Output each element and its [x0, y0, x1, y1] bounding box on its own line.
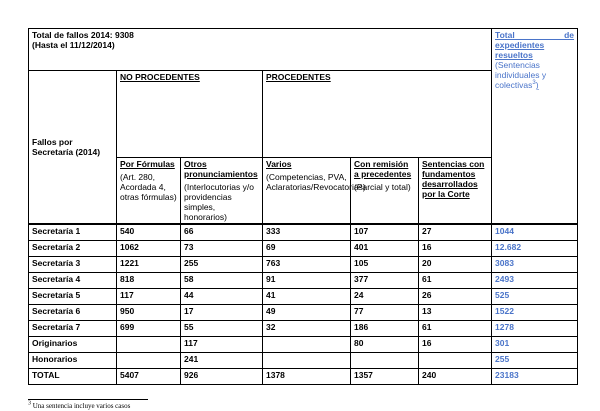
- cell-label: Secretaría 1: [29, 224, 117, 241]
- cell-sentencias: 27: [419, 224, 492, 241]
- footnote-rule: [28, 399, 148, 400]
- cell-sentencias: 20: [419, 257, 492, 273]
- cell-varios: 41: [263, 289, 351, 305]
- table-row: [29, 305, 578, 321]
- cell-otros: 255: [181, 257, 263, 273]
- cell-formulas: 950: [117, 305, 181, 321]
- cell-total: 301: [492, 337, 578, 353]
- table-title: Total de fallos 2014: 9308: [32, 30, 134, 40]
- cell-otros: 17: [181, 305, 263, 321]
- cell-label: Secretaría 3: [29, 257, 117, 273]
- cell-label: Honorarios: [29, 353, 117, 369]
- table-row: [29, 337, 578, 353]
- table-row: [29, 353, 578, 369]
- cell-formulas: 540: [117, 224, 181, 241]
- cell-remision: [351, 353, 419, 369]
- table-row: [29, 257, 578, 273]
- cell-varios: 32: [263, 321, 351, 337]
- cell-remision: 80: [351, 337, 419, 353]
- cell-label: Secretaría 4: [29, 273, 117, 289]
- por-formulas-header: Por Fórmulas (Art. 280, Acordada 4, otras fórmulas): [117, 158, 181, 225]
- fallos-label: Fallos por Secretaría (2014): [29, 71, 117, 225]
- table-row: [29, 369, 578, 385]
- cell-label: TOTAL: [29, 369, 117, 385]
- table-row: [29, 224, 578, 241]
- cell-remision: 377: [351, 273, 419, 289]
- cell-sentencias: 240: [419, 369, 492, 385]
- cell-sentencias: 61: [419, 321, 492, 337]
- cell-remision: 77: [351, 305, 419, 321]
- remision-header: Con remisión a precedentes (Parcial y total): [351, 158, 419, 225]
- varios-header: Varios (Competencias, PVA, Aclaratorias/Revocatorias): [263, 158, 351, 225]
- table-row: [29, 321, 578, 337]
- cell-total: 1278: [492, 321, 578, 337]
- cell-remision: 107: [351, 224, 419, 241]
- table-subtitle: (Hasta el 11/12/2014): [32, 40, 115, 50]
- cell-remision: 105: [351, 257, 419, 273]
- otros-header: Otros pronunciamientos (Interlocutorias y/o providencias simples, honorarios): [181, 158, 263, 225]
- cell-formulas: 5407: [117, 369, 181, 385]
- cell-label: Secretaría 2: [29, 241, 117, 257]
- cell-formulas: 1062: [117, 241, 181, 257]
- cell-remision: 186: [351, 321, 419, 337]
- cell-total: 23183: [492, 369, 578, 385]
- cell-remision: 401: [351, 241, 419, 257]
- expedientes-header: [492, 29, 578, 225]
- cell-formulas: 818: [117, 273, 181, 289]
- cell-sentencias: 26: [419, 289, 492, 305]
- cell-total: 2493: [492, 273, 578, 289]
- table-row: [29, 241, 578, 257]
- cell-total: 1044: [492, 224, 578, 241]
- cell-varios: 69: [263, 241, 351, 257]
- table-title-cell: [29, 29, 492, 71]
- cell-label: Secretaría 6: [29, 305, 117, 321]
- cell-sentencias: 16: [419, 241, 492, 257]
- cell-varios: [263, 337, 351, 353]
- cell-sentencias: 61: [419, 273, 492, 289]
- cell-otros: 58: [181, 273, 263, 289]
- cell-otros: 926: [181, 369, 263, 385]
- cell-remision: 24: [351, 289, 419, 305]
- cell-otros: 44: [181, 289, 263, 305]
- cell-otros: 55: [181, 321, 263, 337]
- cell-total: 1522: [492, 305, 578, 321]
- expedientes-subtitle: (Sentencias individuales y colectivas$^3$): [495, 60, 547, 90]
- sentencias-header: Sentencias con fundamentos desarrollados por la Corte: [419, 158, 492, 225]
- cell-total: 12.682: [492, 241, 578, 257]
- cell-varios: 333: [263, 224, 351, 241]
- cell-otros: 117: [181, 337, 263, 353]
- cell-varios: 763: [263, 257, 351, 273]
- cell-formulas: [117, 337, 181, 353]
- cell-varios: [263, 353, 351, 369]
- cell-total: 3083: [492, 257, 578, 273]
- cell-formulas: 117: [117, 289, 181, 305]
- cell-formulas: 1221: [117, 257, 181, 273]
- cell-total: 525: [492, 289, 578, 305]
- cell-sentencias: 16: [419, 337, 492, 353]
- cell-remision: 1357: [351, 369, 419, 385]
- fallos-table: [28, 28, 578, 385]
- procedentes-header: PROCEDENTES: [263, 71, 492, 158]
- expedientes-title: Total de expedientes resueltos: [495, 30, 575, 60]
- cell-formulas: [117, 353, 181, 369]
- cell-otros: 73: [181, 241, 263, 257]
- table-row: [29, 273, 578, 289]
- cell-label: Secretaría 7: [29, 321, 117, 337]
- cell-varios: 1378: [263, 369, 351, 385]
- cell-otros: 241: [181, 353, 263, 369]
- cell-otros: 66: [181, 224, 263, 241]
- cell-sentencias: [419, 353, 492, 369]
- table-row: [29, 289, 578, 305]
- cell-varios: 49: [263, 305, 351, 321]
- cell-varios: 91: [263, 273, 351, 289]
- footnote: $^3$ Una sentencia incluye varios casos: [28, 400, 131, 410]
- no-procedentes-header: NO PROCEDENTES: [117, 71, 263, 158]
- cell-label: Secretaría 5: [29, 289, 117, 305]
- cell-formulas: 699: [117, 321, 181, 337]
- cell-label: Originarios: [29, 337, 117, 353]
- cell-sentencias: 13: [419, 305, 492, 321]
- cell-total: 255: [492, 353, 578, 369]
